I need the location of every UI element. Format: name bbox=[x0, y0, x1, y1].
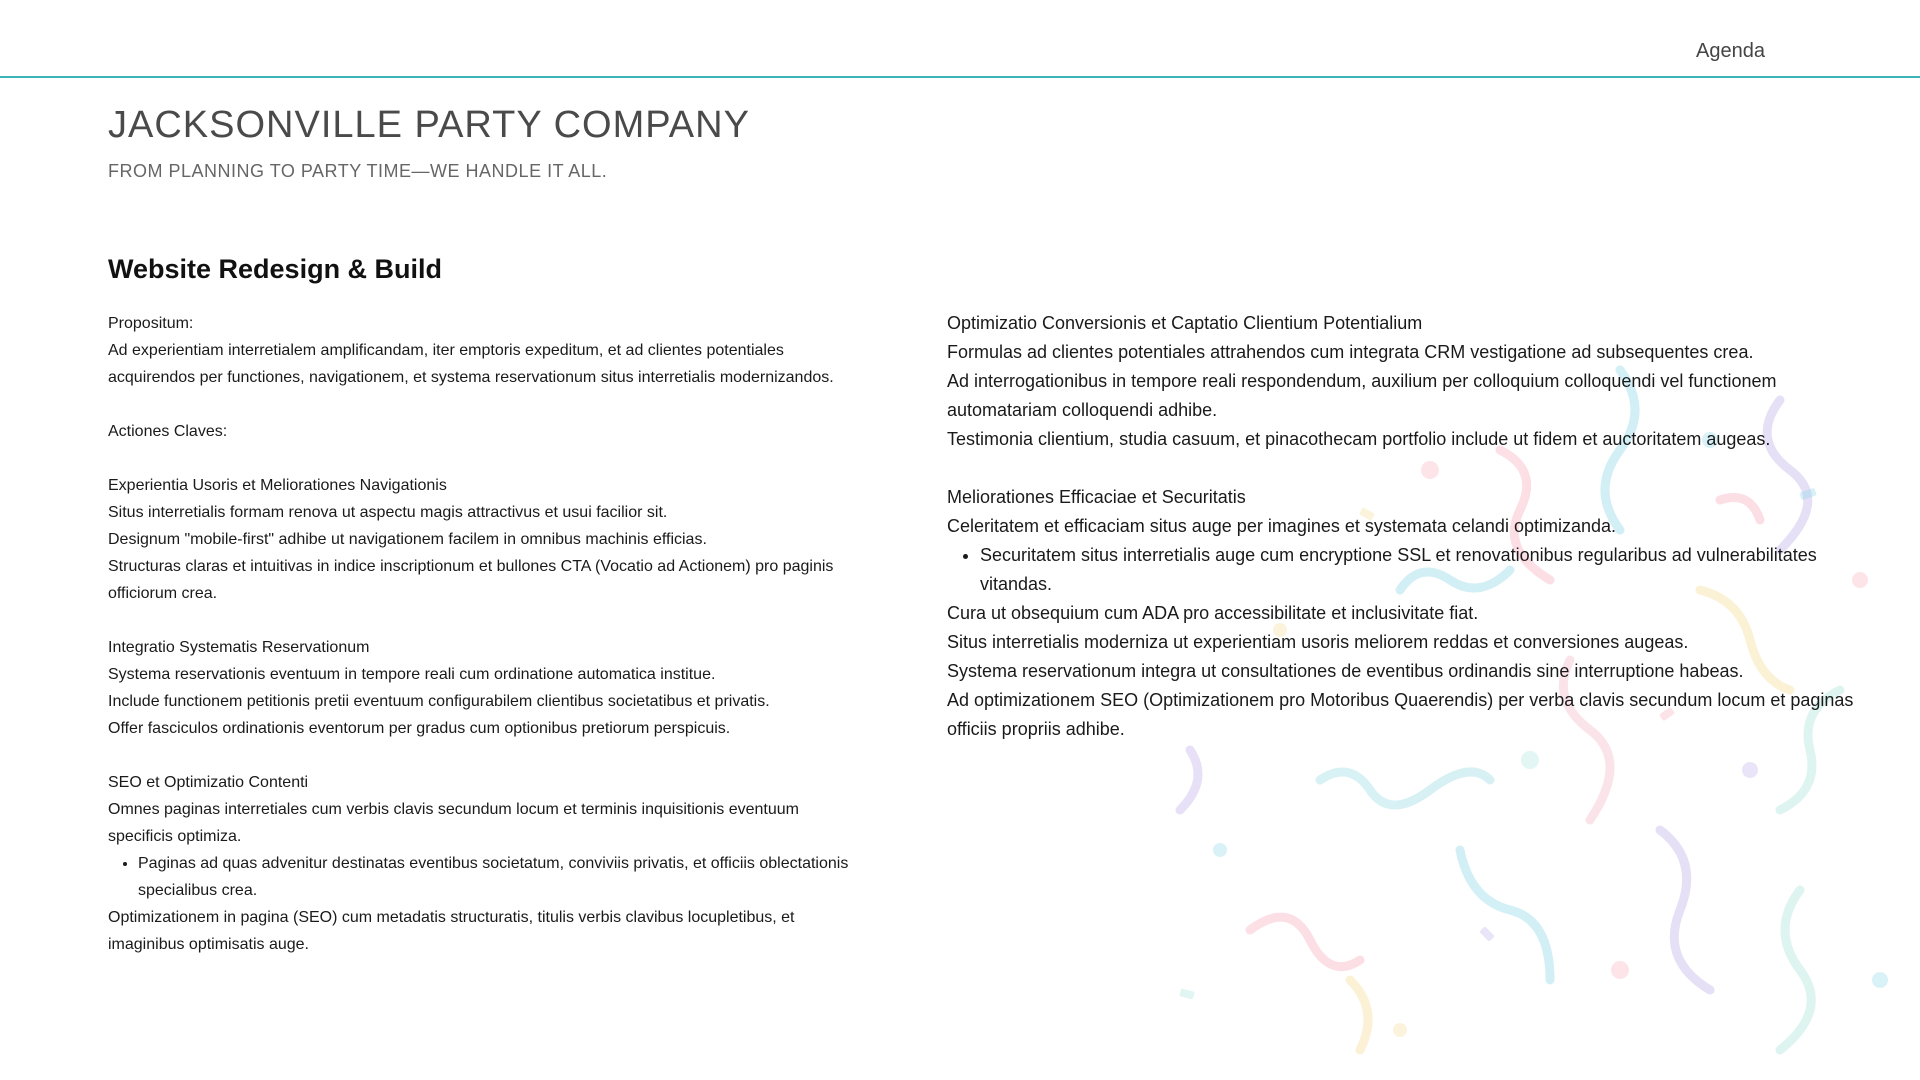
left-content-column bbox=[108, 310, 858, 958]
ux-heading: Experientia Usoris et Meliorationes Navigationis bbox=[108, 477, 447, 494]
performance-line: Celeritatem et efficaciam situs auge per imagines et systemata celandi optimizanda. bbox=[947, 516, 1616, 536]
booking-line: Offer fasciculos ordinationis eventorum per gradus cum optionibus pretiorum perspicuis. bbox=[108, 720, 731, 737]
nav-link-agenda[interactable]: Agenda bbox=[1696, 40, 1765, 62]
booking-line: Systema reservationis eventuum in tempore reali cum ordinatione automatica institue. bbox=[108, 666, 716, 683]
ux-line: Situs interretialis formam renova ut aspectu magis attractivus et usui facilior sit. bbox=[108, 504, 668, 521]
seo-heading: SEO et Optimizatio Contenti bbox=[108, 774, 309, 791]
ux-line: Designum "mobile-first" adhibe ut navigationem facilem in omnibus machinis efficias. bbox=[108, 531, 707, 548]
conversion-line: Testimonia clientium, studia casuum, et pinacothecam portfolio include ut fidem et auctoritatem augeas. bbox=[947, 429, 1771, 449]
conversion-line: Formulas ad clientes potentiales attrahendos cum integrata CRM vestigatione ad subsequentes crea. bbox=[947, 342, 1754, 362]
purpose-text: Ad experientiam interretialem amplificandam, iter emptoris expeditum, et ad clientes potentiales acquirendos per functiones, navigationem, et systema reservationum situs interretialis modernizandos. bbox=[108, 342, 834, 386]
section-title: Website Redesign & Build bbox=[108, 254, 443, 284]
top-header-bar bbox=[0, 0, 1920, 78]
ux-line: Structuras claras et intuitivas in indice inscriptionum et bullones CTA (Vocatio ad Actionem) pro paginis officiorum crea. bbox=[108, 558, 834, 602]
conversion-heading: Optimizatio Conversionis et Captatio Clientium Potentialium bbox=[947, 313, 1423, 333]
performance-line: Cura ut obsequium cum ADA pro accessibilitate et inclusivitate fiat. bbox=[947, 603, 1479, 623]
key-actions-label: Actiones Claves: bbox=[108, 423, 228, 440]
booking-heading: Integratio Systematis Reservationum bbox=[108, 639, 370, 656]
performance-line: Systema reservationum integra ut consultationes de eventibus ordinandis sine interruptione habeas. bbox=[947, 661, 1744, 681]
purpose-label: Propositum: bbox=[108, 315, 194, 332]
conversion-line: Ad interrogationibus in tempore reali respondendum, auxilium per colloquium colloquendi vel functionem automatariam colloquendi adhibe. bbox=[947, 371, 1777, 420]
right-content-column bbox=[947, 309, 1867, 744]
performance-bullet-list bbox=[947, 541, 1867, 599]
performance-line: Ad optimizationem SEO (Optimizationem pro Motoribus Quaerendis) per verba clavis secundum locum et paginas officiis propriis adhibe. bbox=[947, 690, 1854, 739]
seo-line: Optimizationem in pagina (SEO) cum metadatis structuratis, titulis verbis clavibus locupletibus, et imaginibus optimisatis auge. bbox=[108, 909, 795, 953]
company-tagline: FROM PLANNING TO PARTY TIME—WE HANDLE IT ALL. bbox=[108, 161, 608, 181]
seo-bullet-list bbox=[108, 850, 858, 904]
performance-line: Situs interretialis moderniza ut experientiam usoris meliorem reddas et conversiones augeas. bbox=[947, 632, 1689, 652]
booking-line: Include functionem petitionis pretii eventuum configurabilem clientibus societatibus et privatis. bbox=[108, 693, 770, 710]
seo-bullet-item: • Paginas ad quas advenitur destinatas eventibus societatum, conviviis privatis, et officiis oblectationis specialibus crea. bbox=[138, 850, 858, 904]
company-title: JACKSONVILLE PARTY COMPANY bbox=[108, 104, 750, 146]
seo-line: Omnes paginas interretiales cum verbis clavis secundum locum et terminis inquisitionis eventuum specificis optimiza. bbox=[108, 801, 799, 845]
performance-heading: Meliorationes Efficaciae et Securitatis bbox=[947, 487, 1246, 507]
performance-bullet-item: • Securitatem situs interretialis auge cum encryptione SSL et renovationibus regularibus ad vulnerabilitates vitandas. bbox=[980, 541, 1867, 599]
